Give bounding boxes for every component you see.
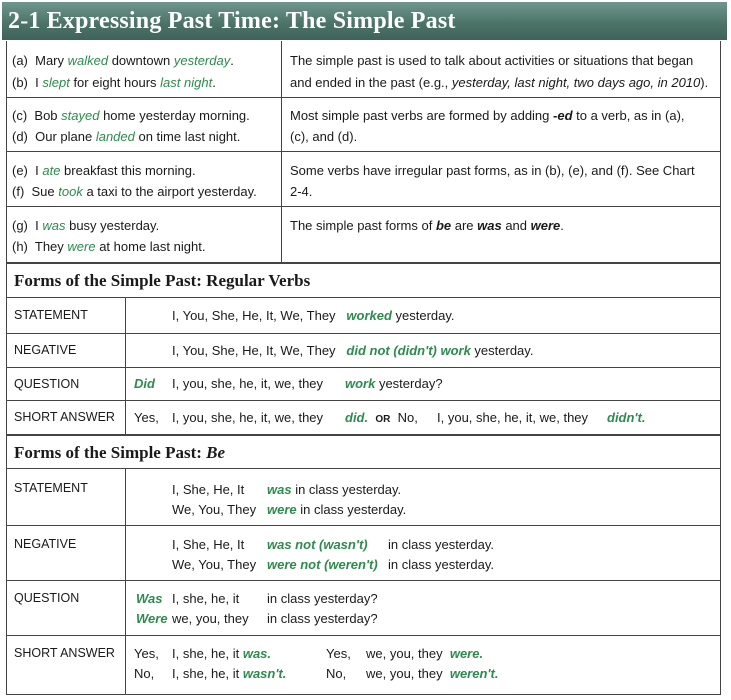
- regular-short-didnt: didn't.: [607, 410, 646, 425]
- row-divider: [6, 151, 721, 152]
- be-question-aux-1: Was: [136, 591, 163, 606]
- label-short-answer: SHORT ANSWER: [14, 646, 115, 660]
- be-negative-rest-1: in class yesterday.: [388, 537, 494, 552]
- regular-short-subject-1: I, you, she, he, it, we, they: [172, 410, 324, 425]
- be-question-rest-2: in class yesterday?: [267, 611, 378, 626]
- regular-question-verb: work yesterday?: [345, 376, 443, 391]
- row-divider: [6, 297, 721, 298]
- chart-title: [8, 2, 456, 40]
- regular-short-subject-2: I, you, she, he, it, we, they: [437, 410, 589, 425]
- be-question-rest-1: in class yesterday?: [267, 591, 378, 606]
- explanation-1-line-2: and ended in the past (e.g., yesterday, last night, two days ago, in 2010).: [290, 75, 709, 90]
- row-divider: [6, 580, 721, 581]
- row-divider: [6, 333, 721, 334]
- regular-negative: I, You, She, He, It, We, They did not (didn't) work yesterday.: [172, 343, 534, 358]
- row-divider: [6, 206, 721, 207]
- be-negative-rest-2: in class yesterday.: [388, 557, 494, 572]
- past-verb: ate: [42, 163, 61, 178]
- be-short-no: No,: [134, 666, 155, 681]
- example-c: (c) Bob stayed home yesterday morning.: [12, 108, 250, 123]
- row-divider: [6, 468, 721, 469]
- explanation-2-line-2: (c), and (d).: [290, 129, 358, 144]
- row-divider: [6, 367, 721, 368]
- be-negative-verb-2: were not (weren't): [267, 557, 378, 572]
- past-verb: stayed: [61, 108, 100, 123]
- label-negative: NEGATIVE: [14, 537, 77, 551]
- be-short-no-2: No,: [326, 666, 347, 681]
- table-left-border: [6, 41, 7, 695]
- section-title-be: Forms of the Simple Past: Be: [14, 443, 226, 462]
- be-negative-verb-1: was not (wasn't): [267, 537, 368, 552]
- past-verb: took: [58, 184, 83, 199]
- section-title-regular: Forms of the Simple Past: Regular Verbs: [14, 271, 311, 290]
- row-divider: [6, 525, 721, 526]
- explanation-3: Some verbs have irregular past forms, as in (b), (e), and (f). See Chart: [290, 163, 695, 178]
- past-verb: was: [42, 218, 66, 233]
- label-negative: NEGATIVE: [14, 343, 77, 357]
- be-statement-subject-2: We, You, They: [172, 502, 257, 517]
- be-question-subject-2: we, you, they: [172, 611, 249, 626]
- be-statement-2: were in class yesterday.: [267, 502, 407, 517]
- past-verb: walked: [67, 53, 109, 68]
- section-divider: [6, 434, 721, 436]
- be-short-yes: Yes,: [134, 646, 159, 661]
- chart-number: 2-1: [8, 8, 41, 34]
- be-short-2: we, you, they were.: [366, 646, 484, 661]
- regular-statement: I, You, She, He, It, We, They worked yesterday.: [172, 308, 455, 323]
- explanation-4: The simple past forms of be are was and were.: [290, 218, 564, 233]
- regular-question-aux: Did: [134, 376, 155, 391]
- regular-short-did: did. OR No,: [345, 410, 418, 425]
- be-question-subject-1: I, she, he, it: [172, 591, 240, 606]
- past-verb: were: [67, 239, 96, 254]
- section-divider: [6, 262, 721, 264]
- example-h: (h) They were at home last night.: [12, 239, 206, 254]
- be-short-1: I, she, he, it was.: [172, 646, 272, 661]
- table-bottom-border: [6, 694, 721, 695]
- example-e: (e) I ate breakfast this morning.: [12, 163, 196, 178]
- be-statement-subject-1: I, She, He, It: [172, 482, 245, 497]
- example-d: (d) Our plane landed on time last night.: [12, 129, 241, 144]
- label-question: QUESTION: [14, 591, 80, 605]
- time-expression: last night: [160, 75, 213, 90]
- label-statement: STATEMENT: [14, 481, 88, 495]
- be-question-aux-2: Were: [136, 611, 168, 626]
- be-statement-1: was in class yesterday.: [267, 482, 402, 497]
- past-verb: landed: [95, 129, 135, 144]
- be-short-4: we, you, they weren't.: [366, 666, 499, 681]
- example-g: (g) I was busy yesterday.: [12, 218, 160, 233]
- row-divider: [6, 97, 721, 98]
- regular-short-yes: Yes,: [134, 410, 159, 425]
- be-negative-subject-2: We, You, They: [172, 557, 257, 572]
- example-a: (a) Mary walked downtown yesterday.: [12, 53, 234, 68]
- explanation-3-line-2: 2-4.: [290, 184, 313, 199]
- time-expression: yesterday: [173, 53, 231, 68]
- example-b: (b) I slept for eight hours last night.: [12, 75, 216, 90]
- chart-title-text: Expressing Past Time: The Simple Past: [46, 8, 456, 34]
- be-short-3: I, she, he, it wasn't.: [172, 666, 287, 681]
- regular-question: I, you, she, he, it, we, they: [172, 376, 324, 391]
- label-statement: STATEMENT: [14, 308, 88, 322]
- table-right-border: [720, 41, 721, 695]
- row-divider: [6, 400, 721, 401]
- label-column-divider: [125, 297, 126, 435]
- explanation-2: Most simple past verbs are formed by adding -ed to a verb, as in (a),: [290, 108, 685, 123]
- past-verb: slept: [42, 75, 70, 90]
- example-f: (f) Sue took a taxi to the airport yesterday.: [12, 184, 257, 199]
- be-negative-subject-1: I, She, He, It: [172, 537, 245, 552]
- label-column-divider: [125, 468, 126, 695]
- label-short-answer: SHORT ANSWER: [14, 410, 115, 424]
- row-divider: [6, 635, 721, 636]
- explanation-1: The simple past is used to talk about activities or situations that began: [290, 53, 694, 68]
- be-short-yes-2: Yes,: [326, 646, 351, 661]
- label-question: QUESTION: [14, 377, 80, 391]
